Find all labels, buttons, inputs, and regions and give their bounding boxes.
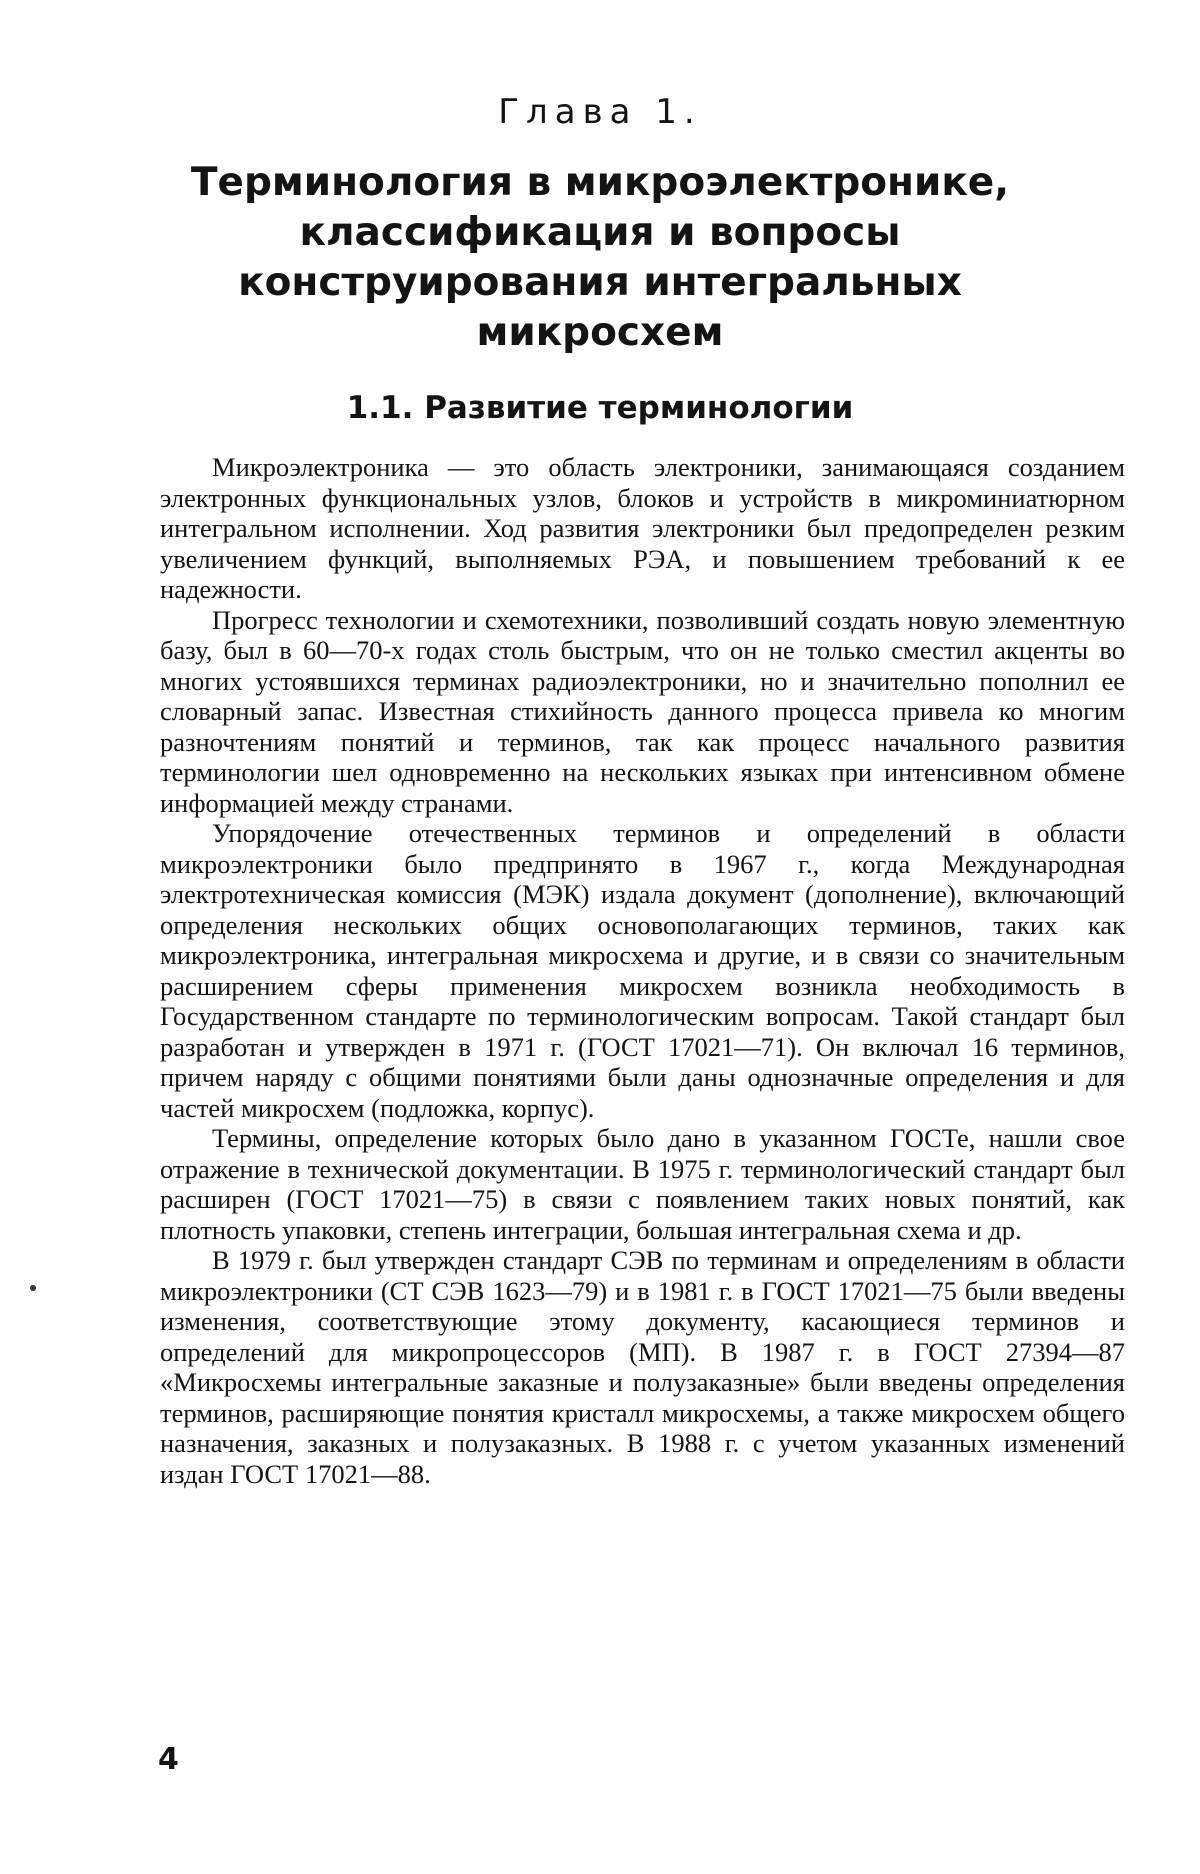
chapter-title: Терминология в микроэлектронике, классификация и вопросы конструирования интегральных микросхем: [190, 160, 1010, 355]
body-text: [160, 452, 1125, 1489]
paragraph: Микроэлектроника — это область электроники, занимающаяся созданием электронных функциональных узлов, блоков и устройств в микроминиатюрном интегральном исполнении. Ход развития электроники был предопределен резким увеличением функций, выполняемых РЭА, и повышением требований к ее надежности.: [160, 452, 1125, 604]
paragraph: В 1979 г. был утвержден стандарт СЭВ по терминам и определениям в области микроэлектроники (СТ СЭВ 1623—79) и в 1981 г. в ГОСТ 17021—75 были введены изменения, соответствующие этому документу, касающиеся терминов и определений для микропроцессоров (МП). В 1987 г. в ГОСТ 27394—87 «Микросхемы интегральные заказные и полузаказные» были введены определения терминов, расширяющие понятия кристалл микросхемы, а также микросхем общего назначения, заказных и полузаказных. В 1988 г. с учетом указанных изменений издан ГОСТ 17021—88.: [160, 1245, 1125, 1489]
chapter-label: Глава 1.: [498, 92, 702, 132]
paragraph: Прогресс технологии и схемотехники, позволивший создать новую элементную базу, был в 60—70-х годах столь быстрым, что он не только сместил акценты во многих устоявшихся терминах радиоэлектроники, но и значительно пополнил ее словарный запас. Известная стихийность данного процесса привела ко многим разночтениям понятий и терминов, так как процесс начального развития терминологии шел одновременно на нескольких языках при интенсивном обмене информацией между странами.: [160, 604, 1125, 818]
page-number: 4: [158, 1742, 179, 1777]
section-title: 1.1. Развитие терминологии: [346, 390, 854, 426]
margin-dot: [30, 1285, 36, 1291]
paragraph: Термины, определение которых было дано в указанном ГОСТе, нашли свое отражение в технической документации. В 1975 г. терминологический стандарт был расширен (ГОСТ 17021—75) в связи с появлением таких новых понятий, как плотность упаковки, степень интеграции, большая интегральная схема и др.: [160, 1123, 1125, 1245]
paragraph: Упорядочение отечественных терминов и определений в области микроэлектроники было предпринято в 1967 г., когда Международная электротехническая комиссия (МЭК) издала документ (дополнение), включающий определения нескольких общих основополагающих терминов, таких как микроэлектроника, интегральная микросхема и другие, и в связи со значительным расширением сферы применения микросхем возникла необходимость в Государственном стандарте по терминологическим вопросам. Такой стандарт был разработан и утвержден в 1971 г. (ГОСТ 17021—71). Он включал 16 терминов, причем наряду с общими понятиями были даны однозначные определения и для частей микросхем (подложка, корпус).: [160, 818, 1125, 1123]
